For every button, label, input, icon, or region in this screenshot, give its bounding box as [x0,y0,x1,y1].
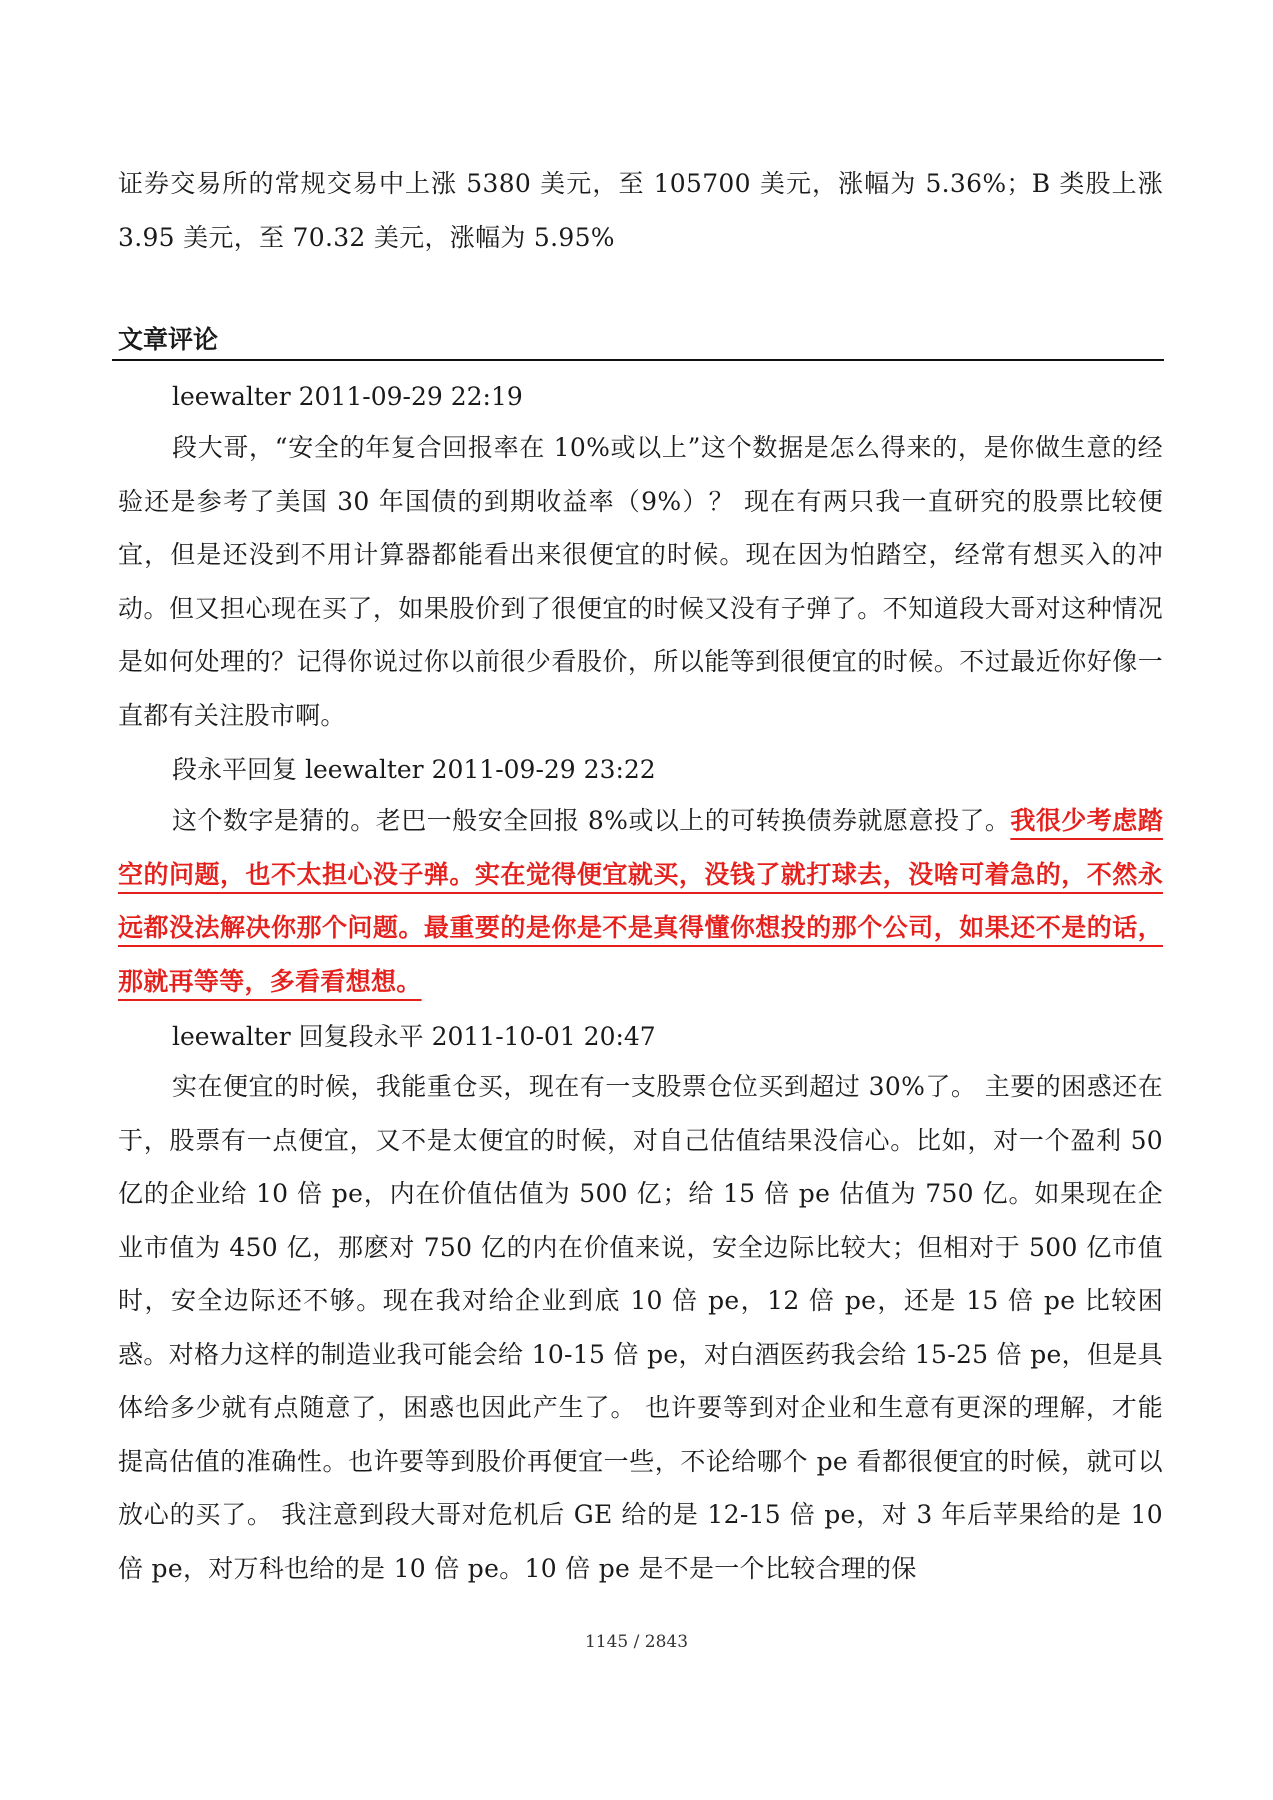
comment-body: 段大哥，“安全的年复合回报率在 10%或以上”这个数据是怎么得来的，是你做生意的经验还是参考了美国 30 年国债的到期收益率（9%）？ 现在有两只我一直研究的股票比较便宜，但是还没到不用计算器都能看出来很便宜的时候。现在因为怕踏空，经常有想买入的冲动。但又担心现在买了，如果股价到了很便宜的时候又没有子弹了。不知道段大哥对这种情况是如何处理的？记得你说过你以前很少看股价，所以能等到很便宜的时候。不过最近你好像一直都有关注股市啊。 [118,433,1163,730]
comment-meta: leewalter 回复段永平 2011-10-01 20:47 [172,1022,656,1051]
reply-meta: 段永平回复 leewalter 2011-09-29 23:22 [172,755,656,784]
section-divider [112,359,1164,361]
section-title: 文章评论 [118,325,219,354]
comment-meta: leewalter 2011-09-29 22:19 [172,382,523,411]
top-paragraph: 证券交易所的常规交易中上涨 5380 美元，至 105700 美元，涨幅为 5.36%；B 类股上涨 3.95 美元，至 70.32 美元，涨幅为 5.95% [118,169,1163,252]
page-number: 1145 / 2843 [584,1632,689,1652]
reply-body [118,794,1163,1008]
reply-body-plain: 这个数字是猜的。老巴一般安全回报 8%或以上的可转换债券就愿意投了。 [172,806,1011,835]
reply-body-highlight: 我很少考虑踏空的问题，也不太担心没子弹。实在觉得便宜就买，没钱了就打球去，没啥可着急的，不然永远都没法解决你那个问题。最重要的是你是不是真得懂你想投的那个公司，如果还不是的话，那就再等等，多看看想想。 [118,806,1163,996]
comment-body: 实在便宜的时候，我能重仓买，现在有一支股票仓位买到超过 30%了。 主要的困惑还在于，股票有一点便宜，又不是太便宜的时候，对自己估值结果没信心。比如，对一个盈利 50 亿的企业给 10 倍 pe，内在价值估值为 500 亿；给 15 倍 pe 估值为 750 亿。如果现在企业市值为 450 亿，那麽对 750 亿的内在价值来说，安全边际比较大；但相对于 500 亿市值时，安全边际还不够。现在我对给企业到底 10 倍 pe，12 倍 pe，还是 15 倍 pe 比较困惑。对格力这样的制造业我可能会给 10-15 倍 pe，对白酒医药我会给 15-25 倍 pe，但是具体给多少就有点随意了，困惑也因此产生了。 也许要等到对企业和生意有更深的理解，才能提高估值的准确性。也许要等到股价再便宜一些，不论给哪个 pe 看都很便宜的时候，就可以放心的买了。 我注意到段大哥对危机后 GE 给的是 12-15 倍 pe，对 3 年后苹果给的是 10 倍 pe，对万科也给的是 10 倍 pe。10 倍 pe 是不是一个比较合理的保 [118,1072,1163,1583]
